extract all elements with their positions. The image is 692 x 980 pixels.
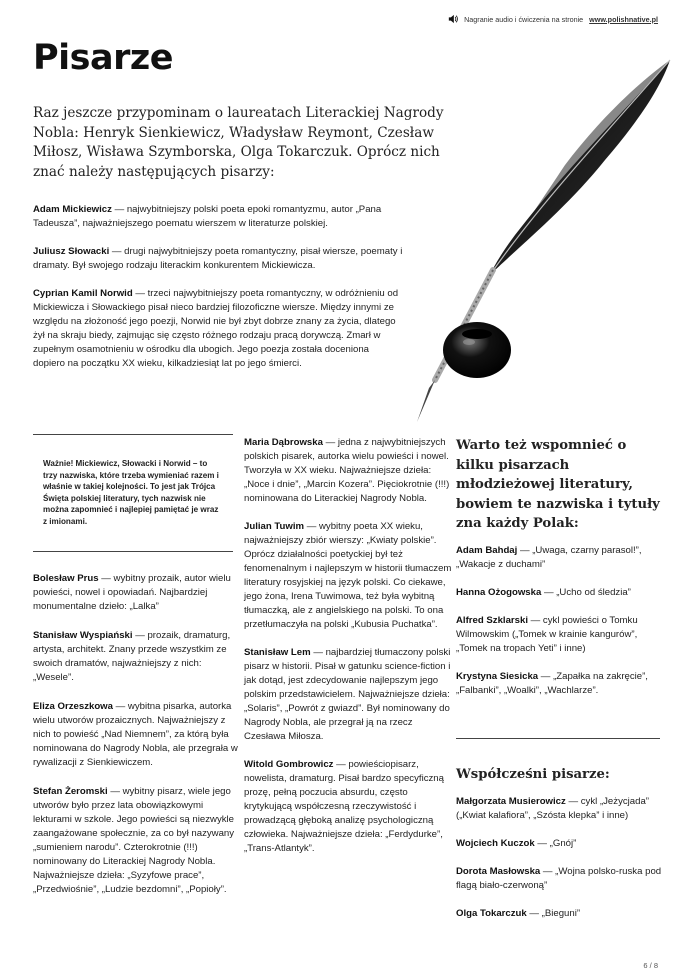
entry-tokarczuk: Olga Tokarczuk — „Bieguni” [456, 907, 581, 919]
contemporary-writers-heading: Współcześni pisarze: [456, 766, 610, 782]
entry-lem: Stanisław Lem — najbardziej tłumaczony polski pisarz w historii. Pisał w gatunku science-fiction i jak dotąd, jest zdecydowanie najlepszym jego polskim przedstawicielem. Najważniejsze dzieła: „Solaris”, „Powrót z gwiazd”. Był nominowany do Nagrody Nobla, ale przegrał ją na rzecz Czesława Miłosza. [244, 647, 451, 742]
page-number: 6 / 8 [643, 961, 658, 970]
audio-note-bar [448, 14, 658, 24]
entry-ozogowska: Hanna Ożogowska — „Ucho od śledzia” [456, 586, 631, 598]
writers-column-2 [244, 436, 452, 870]
entry-gombrowicz: Witold Gombrowicz — powieściopisarz, nowelista, dramaturg. Pisał bardzo specyficzną prozę, pełną poczucia absurdu, często krytykującą współczesną rzeczywistość i prowadzącą głęboką analizę psychologiczną człowieka. Najważniejsze dzieła: „Ferdydurke”, „Trans-Atlantyk”. [244, 759, 444, 854]
page-title: Pisarze [33, 38, 173, 78]
entry-maslowska: Dorota Masłowska — „Wojna polsko-ruska pod flagą biało-czerwoną” [456, 865, 662, 891]
entry-mickiewicz: Adam Mickiewicz — najwybitniejszy polski poeta epoki romantyzmu, autor „Pana Tadeusza”, najważniejszego poematu wierszem w literaturze polskiej. [33, 204, 382, 229]
entry-szklarski: Alfred Szklarski — cykl powieści o Tomku Wilmowskim („Tomek w krainie kangurów”, „Tomek na tropach Yeti” i inne) [456, 614, 638, 654]
writers-column-1 [33, 572, 238, 912]
entry-zeromski: Stefan Żeromski — wybitny pisarz, wiele jego utworów było przez lata obowiązkowymi lekturami w szkole. Jego powieści są niezwykle zaangażowane społecznie, za co był nazywany „sumieniem narodu”. Czterokrotnie (!!!) nominowany do Literackiej Nagrody Nobla. Najważniejsze dzieła: „Syzyfowe prace”, „Przedwiośnie”, „Ludzie bezdomni”, „Popioły”. [33, 786, 235, 895]
audio-note-text: Nagranie audio i ćwiczenia na stronie [464, 14, 584, 24]
entry-dabrowska: Maria Dąbrowska — jedna z najwybitniejszych polskich pisarek, autorka wielu powieści i nowel. Tworzyła w XX wieku. Najważniejsze dzieła: „Noce i dnie”, „Marcin Kozera”. Pięciokrotnie (!!!) nominowana do Literackiej Nagrody Nobla. [244, 437, 450, 504]
intro-paragraph: Raz jeszcze przypominam o laureatach Literackiej Nagrody Nobla: Henryk Sienkiewicz, Władysław Reymont, Czesław Miłosz, Wisława Szymborska, Olga Tokarczuk. Oprócz nich znać należy następujących pisarzy: [33, 105, 444, 180]
entry-wyspianski: Stanisław Wyspiański — prozaik, dramaturg, artysta, architekt. Znany przede wszystkim ze swoich dramatów, najważniejszy z nich: „Wesele”. [33, 630, 231, 683]
speaker-icon [448, 14, 458, 24]
entry-musierowicz: Małgorzata Musierowicz — cykl „Jeżycjada” („Kwiat kalafiora”, „Szósta klepka” i inne) [456, 795, 649, 821]
youth-writers-heading: Warto też wspomnieć o kilku pisarzach młodzieżowej literatury, bowiem te nazwiska i tytuły zna każdy Polak: [456, 438, 660, 532]
important-note-text: Ważnie! Mickiewicz, Słowacki i Norwid – to trzy nazwiska, które trzeba wymieniać razem i właśnie w takiej kolejności. To jest jak Trójca Święta polskiej literatury, tych nazwisk nie można zapomnieć i najlepiej pamiętać je wraz z imionami. [43, 459, 219, 526]
sidebar-divider [456, 738, 660, 739]
writers-sidebar [456, 436, 666, 935]
quill-inkwell-illustration [395, 50, 685, 430]
entry-bahdaj: Adam Bahdaj — „Uwaga, czarny parasol!”, „Wakacje z duchami” [456, 544, 642, 570]
entry-kuczok: Wojciech Kuczok — „Gnój” [456, 837, 577, 849]
entry-slowacki: Juliusz Słowacki — drugi najwybitniejszy poeta romantyczny, pisał wiersze, poematy i dramaty. Był swojego rodzaju literackim konkurentem Mickiewicza. [33, 246, 403, 271]
entry-siesicka: Krystyna Siesicka — „Zapałka na zakręcie”, „Falbanki”, „Woalki”, „Wachlarze”. [456, 670, 648, 696]
important-note-box [33, 434, 233, 552]
entry-prus: Bolesław Prus — wybitny prozaik, autor wielu powieści, nowel i opowiadań. Najbardziej monumentalne dzieło: „Lalka” [33, 573, 231, 612]
romantic-poets-section [33, 203, 403, 385]
site-link[interactable]: www.polishnative.pl [589, 14, 658, 24]
entry-norwid: Cyprian Kamil Norwid — trzeci najwybitniejszy poeta romantyczny, w odróżnieniu od Mickiewicza i Słowackiego pisał nieco bardziej filozoficzne wiersze. Między innymi ze względu na złożoność jego poezji, Norwid nie był zbyt dobrze znany za życia, dlatego żył na skraju biedy, zajmując się często różnego rodzaju pracą dorywczą. Zmarł w zupełnym osamotnieniu w ośrodku dla ubogich. Jego poezja została doceniona dopiero na początku XX wieku, kilkadziesiąt lat po jego śmierci. [33, 288, 399, 369]
entry-tuwim: Julian Tuwim — wybitny poeta XX wieku, najważniejszy zbiór wierszy: „Kwiaty polskie”. Oprócz działalności poetyckiej był też fenomenalnym i najlepszym w historii tłumaczem literatury rosyjskiej na język polski. Co ciekawe, jego żona, Irena Tuwimowa, też była wybitną tłumaczką, ale z angielskiego na polski. To ona przetłumaczyła na polski „Kubusia Puchatka”. [244, 521, 452, 630]
entry-orzeszkowa: Eliza Orzeszkowa — wybitna pisarka, autorka wielu utworów prozaicznych. Najważniejszy z nich to powieść „Nad Niemnem”, za którą była nominowana do Nagrody Nobla, ale przegrała w rywalizacji z Sienkiewiczem. [33, 701, 238, 768]
